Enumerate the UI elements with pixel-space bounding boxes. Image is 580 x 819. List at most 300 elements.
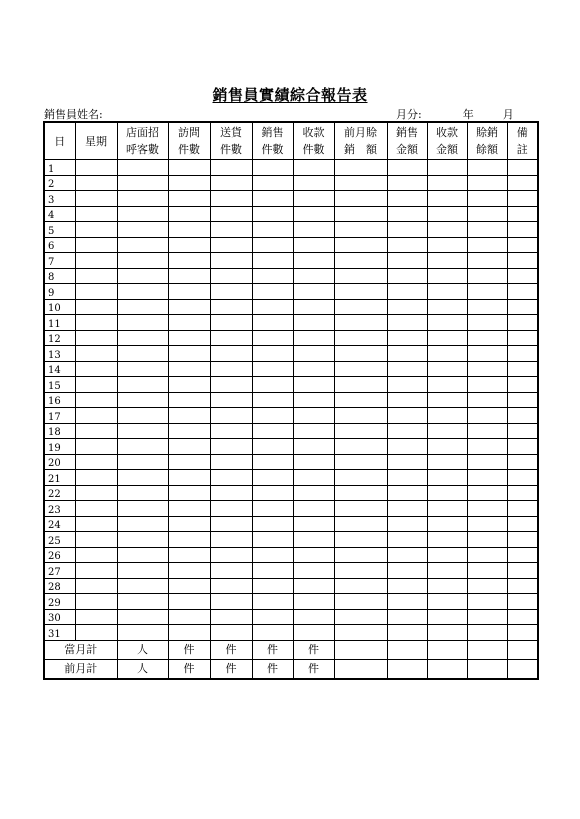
entry-cell[interactable] <box>293 408 334 424</box>
entry-cell[interactable] <box>293 578 334 594</box>
entry-cell[interactable] <box>467 547 507 563</box>
entry-cell[interactable] <box>507 191 538 207</box>
entry-cell[interactable] <box>293 501 334 517</box>
entry-cell[interactable] <box>467 346 507 362</box>
entry-cell[interactable] <box>75 268 117 284</box>
entry-cell[interactable] <box>117 377 168 393</box>
entry-cell[interactable] <box>507 237 538 253</box>
entry-cell[interactable] <box>75 299 117 315</box>
entry-cell[interactable] <box>427 423 467 439</box>
entry-cell[interactable] <box>293 625 334 641</box>
entry-cell[interactable] <box>293 454 334 470</box>
entry-cell[interactable] <box>293 191 334 207</box>
entry-cell[interactable] <box>334 237 387 253</box>
entry-cell[interactable] <box>252 237 293 253</box>
entry-cell[interactable] <box>427 330 467 346</box>
totals-unit-cell[interactable]: 人 <box>117 640 168 659</box>
entry-cell[interactable] <box>334 346 387 362</box>
entry-cell[interactable] <box>334 578 387 594</box>
entry-cell[interactable] <box>252 284 293 300</box>
entry-cell[interactable] <box>387 625 427 641</box>
totals-unit-cell[interactable]: 件 <box>293 659 334 679</box>
entry-cell[interactable] <box>387 563 427 579</box>
entry-cell[interactable] <box>334 315 387 331</box>
entry-cell[interactable] <box>252 516 293 532</box>
entry-cell[interactable] <box>427 222 467 238</box>
entry-cell[interactable] <box>117 268 168 284</box>
entry-cell[interactable] <box>293 222 334 238</box>
entry-cell[interactable] <box>168 439 210 455</box>
entry-cell[interactable] <box>387 330 427 346</box>
entry-cell[interactable] <box>168 346 210 362</box>
entry-cell[interactable] <box>427 439 467 455</box>
entry-cell[interactable] <box>387 175 427 191</box>
entry-cell[interactable] <box>387 578 427 594</box>
entry-cell[interactable] <box>467 377 507 393</box>
entry-cell[interactable] <box>75 284 117 300</box>
entry-cell[interactable] <box>507 532 538 548</box>
entry-cell[interactable] <box>210 237 252 253</box>
entry-cell[interactable] <box>75 547 117 563</box>
entry-cell[interactable] <box>252 175 293 191</box>
entry-cell[interactable] <box>75 361 117 377</box>
totals-unit-cell[interactable]: 件 <box>210 659 252 679</box>
entry-cell[interactable] <box>467 485 507 501</box>
entry-cell[interactable] <box>117 392 168 408</box>
entry-cell[interactable] <box>168 547 210 563</box>
entry-cell[interactable] <box>387 206 427 222</box>
entry-cell[interactable] <box>293 594 334 610</box>
entry-cell[interactable] <box>293 299 334 315</box>
entry-cell[interactable] <box>168 237 210 253</box>
entry-cell[interactable] <box>427 361 467 377</box>
entry-cell[interactable] <box>168 253 210 269</box>
entry-cell[interactable] <box>334 377 387 393</box>
entry-cell[interactable] <box>293 346 334 362</box>
entry-cell[interactable] <box>334 609 387 625</box>
entry-cell[interactable] <box>334 640 387 659</box>
entry-cell[interactable] <box>75 160 117 176</box>
entry-cell[interactable] <box>168 625 210 641</box>
entry-cell[interactable] <box>75 206 117 222</box>
entry-cell[interactable] <box>117 454 168 470</box>
entry-cell[interactable] <box>427 392 467 408</box>
entry-cell[interactable] <box>168 315 210 331</box>
entry-cell[interactable] <box>210 625 252 641</box>
entry-cell[interactable] <box>387 160 427 176</box>
entry-cell[interactable] <box>467 330 507 346</box>
entry-cell[interactable] <box>252 346 293 362</box>
entry-cell[interactable] <box>387 609 427 625</box>
entry-cell[interactable] <box>427 516 467 532</box>
entry-cell[interactable] <box>507 346 538 362</box>
entry-cell[interactable] <box>75 532 117 548</box>
entry-cell[interactable] <box>387 191 427 207</box>
entry-cell[interactable] <box>117 299 168 315</box>
entry-cell[interactable] <box>75 377 117 393</box>
entry-cell[interactable] <box>210 253 252 269</box>
entry-cell[interactable] <box>334 175 387 191</box>
entry-cell[interactable] <box>467 299 507 315</box>
entry-cell[interactable] <box>387 268 427 284</box>
entry-cell[interactable] <box>467 253 507 269</box>
entry-cell[interactable] <box>427 160 467 176</box>
entry-cell[interactable] <box>117 594 168 610</box>
entry-cell[interactable] <box>252 578 293 594</box>
entry-cell[interactable] <box>293 315 334 331</box>
entry-cell[interactable] <box>507 454 538 470</box>
entry-cell[interactable] <box>387 222 427 238</box>
entry-cell[interactable] <box>427 547 467 563</box>
entry-cell[interactable] <box>168 160 210 176</box>
entry-cell[interactable] <box>210 330 252 346</box>
entry-cell[interactable] <box>210 346 252 362</box>
entry-cell[interactable] <box>507 501 538 517</box>
entry-cell[interactable] <box>252 609 293 625</box>
entry-cell[interactable] <box>168 516 210 532</box>
entry-cell[interactable] <box>387 594 427 610</box>
entry-cell[interactable] <box>117 423 168 439</box>
entry-cell[interactable] <box>210 299 252 315</box>
entry-cell[interactable] <box>168 377 210 393</box>
entry-cell[interactable] <box>210 392 252 408</box>
entry-cell[interactable] <box>252 206 293 222</box>
entry-cell[interactable] <box>168 485 210 501</box>
entry-cell[interactable] <box>168 501 210 517</box>
entry-cell[interactable] <box>293 377 334 393</box>
entry-cell[interactable] <box>334 659 387 679</box>
entry-cell[interactable] <box>427 640 467 659</box>
entry-cell[interactable] <box>293 392 334 408</box>
entry-cell[interactable] <box>334 532 387 548</box>
entry-cell[interactable] <box>467 191 507 207</box>
entry-cell[interactable] <box>117 237 168 253</box>
entry-cell[interactable] <box>507 392 538 408</box>
entry-cell[interactable] <box>252 268 293 284</box>
entry-cell[interactable] <box>387 423 427 439</box>
entry-cell[interactable] <box>427 625 467 641</box>
entry-cell[interactable] <box>252 594 293 610</box>
entry-cell[interactable] <box>467 594 507 610</box>
entry-cell[interactable] <box>117 501 168 517</box>
entry-cell[interactable] <box>467 284 507 300</box>
entry-cell[interactable] <box>427 485 467 501</box>
entry-cell[interactable] <box>252 377 293 393</box>
entry-cell[interactable] <box>507 609 538 625</box>
entry-cell[interactable] <box>334 547 387 563</box>
entry-cell[interactable] <box>252 470 293 486</box>
entry-cell[interactable] <box>293 237 334 253</box>
entry-cell[interactable] <box>387 532 427 548</box>
entry-cell[interactable] <box>467 563 507 579</box>
entry-cell[interactable] <box>467 361 507 377</box>
entry-cell[interactable] <box>75 454 117 470</box>
entry-cell[interactable] <box>467 439 507 455</box>
entry-cell[interactable] <box>293 470 334 486</box>
entry-cell[interactable] <box>334 439 387 455</box>
entry-cell[interactable] <box>427 532 467 548</box>
totals-unit-cell[interactable]: 件 <box>168 659 210 679</box>
entry-cell[interactable] <box>427 470 467 486</box>
entry-cell[interactable] <box>387 470 427 486</box>
entry-cell[interactable] <box>168 361 210 377</box>
entry-cell[interactable] <box>387 408 427 424</box>
entry-cell[interactable] <box>334 423 387 439</box>
entry-cell[interactable] <box>168 206 210 222</box>
entry-cell[interactable] <box>334 160 387 176</box>
entry-cell[interactable] <box>293 175 334 191</box>
totals-unit-cell[interactable]: 件 <box>252 659 293 679</box>
entry-cell[interactable] <box>210 377 252 393</box>
entry-cell[interactable] <box>334 563 387 579</box>
entry-cell[interactable] <box>467 237 507 253</box>
entry-cell[interactable] <box>210 470 252 486</box>
entry-cell[interactable] <box>117 160 168 176</box>
entry-cell[interactable] <box>467 659 507 679</box>
entry-cell[interactable] <box>168 563 210 579</box>
entry-cell[interactable] <box>293 160 334 176</box>
entry-cell[interactable] <box>387 516 427 532</box>
entry-cell[interactable] <box>293 532 334 548</box>
entry-cell[interactable] <box>387 284 427 300</box>
entry-cell[interactable] <box>168 268 210 284</box>
entry-cell[interactable] <box>467 532 507 548</box>
entry-cell[interactable] <box>507 578 538 594</box>
entry-cell[interactable] <box>387 454 427 470</box>
entry-cell[interactable] <box>210 191 252 207</box>
entry-cell[interactable] <box>427 408 467 424</box>
entry-cell[interactable] <box>387 237 427 253</box>
entry-cell[interactable] <box>117 485 168 501</box>
entry-cell[interactable] <box>293 485 334 501</box>
entry-cell[interactable] <box>75 485 117 501</box>
entry-cell[interactable] <box>387 439 427 455</box>
entry-cell[interactable] <box>427 346 467 362</box>
entry-cell[interactable] <box>117 315 168 331</box>
entry-cell[interactable] <box>210 423 252 439</box>
entry-cell[interactable] <box>507 439 538 455</box>
entry-cell[interactable] <box>117 408 168 424</box>
entry-cell[interactable] <box>507 206 538 222</box>
entry-cell[interactable] <box>75 408 117 424</box>
entry-cell[interactable] <box>252 222 293 238</box>
totals-unit-cell[interactable]: 件 <box>252 640 293 659</box>
entry-cell[interactable] <box>427 594 467 610</box>
entry-cell[interactable] <box>467 160 507 176</box>
entry-cell[interactable] <box>210 547 252 563</box>
entry-cell[interactable] <box>467 454 507 470</box>
entry-cell[interactable] <box>507 160 538 176</box>
entry-cell[interactable] <box>252 547 293 563</box>
entry-cell[interactable] <box>334 516 387 532</box>
entry-cell[interactable] <box>210 315 252 331</box>
entry-cell[interactable] <box>427 253 467 269</box>
entry-cell[interactable] <box>252 454 293 470</box>
entry-cell[interactable] <box>168 609 210 625</box>
entry-cell[interactable] <box>117 191 168 207</box>
entry-cell[interactable] <box>427 191 467 207</box>
entry-cell[interactable] <box>334 299 387 315</box>
entry-cell[interactable] <box>75 439 117 455</box>
entry-cell[interactable] <box>507 563 538 579</box>
entry-cell[interactable] <box>252 191 293 207</box>
entry-cell[interactable] <box>467 222 507 238</box>
entry-cell[interactable] <box>293 361 334 377</box>
entry-cell[interactable] <box>427 237 467 253</box>
entry-cell[interactable] <box>334 206 387 222</box>
entry-cell[interactable] <box>507 470 538 486</box>
entry-cell[interactable] <box>507 175 538 191</box>
entry-cell[interactable] <box>75 315 117 331</box>
entry-cell[interactable] <box>387 659 427 679</box>
entry-cell[interactable] <box>387 253 427 269</box>
entry-cell[interactable] <box>75 222 117 238</box>
entry-cell[interactable] <box>75 253 117 269</box>
entry-cell[interactable] <box>252 439 293 455</box>
entry-cell[interactable] <box>427 206 467 222</box>
entry-cell[interactable] <box>168 578 210 594</box>
entry-cell[interactable] <box>210 284 252 300</box>
entry-cell[interactable] <box>507 408 538 424</box>
entry-cell[interactable] <box>168 299 210 315</box>
entry-cell[interactable] <box>117 175 168 191</box>
entry-cell[interactable] <box>117 532 168 548</box>
entry-cell[interactable] <box>467 392 507 408</box>
entry-cell[interactable] <box>387 315 427 331</box>
entry-cell[interactable] <box>293 609 334 625</box>
entry-cell[interactable] <box>117 563 168 579</box>
entry-cell[interactable] <box>293 284 334 300</box>
entry-cell[interactable] <box>427 377 467 393</box>
entry-cell[interactable] <box>293 423 334 439</box>
entry-cell[interactable] <box>75 330 117 346</box>
entry-cell[interactable] <box>427 578 467 594</box>
entry-cell[interactable] <box>168 470 210 486</box>
entry-cell[interactable] <box>117 470 168 486</box>
entry-cell[interactable] <box>334 454 387 470</box>
entry-cell[interactable] <box>75 191 117 207</box>
entry-cell[interactable] <box>168 222 210 238</box>
entry-cell[interactable] <box>467 470 507 486</box>
entry-cell[interactable] <box>210 454 252 470</box>
entry-cell[interactable] <box>507 423 538 439</box>
totals-unit-cell[interactable]: 人 <box>117 659 168 679</box>
entry-cell[interactable] <box>334 408 387 424</box>
entry-cell[interactable] <box>467 206 507 222</box>
entry-cell[interactable] <box>467 609 507 625</box>
entry-cell[interactable] <box>210 175 252 191</box>
entry-cell[interactable] <box>427 563 467 579</box>
entry-cell[interactable] <box>334 392 387 408</box>
entry-cell[interactable] <box>210 439 252 455</box>
entry-cell[interactable] <box>507 284 538 300</box>
entry-cell[interactable] <box>293 330 334 346</box>
entry-cell[interactable] <box>427 659 467 679</box>
entry-cell[interactable] <box>507 547 538 563</box>
entry-cell[interactable] <box>507 640 538 659</box>
entry-cell[interactable] <box>117 439 168 455</box>
entry-cell[interactable] <box>168 284 210 300</box>
entry-cell[interactable] <box>252 392 293 408</box>
entry-cell[interactable] <box>252 501 293 517</box>
entry-cell[interactable] <box>467 175 507 191</box>
entry-cell[interactable] <box>427 299 467 315</box>
entry-cell[interactable] <box>334 594 387 610</box>
entry-cell[interactable] <box>467 625 507 641</box>
entry-cell[interactable] <box>168 392 210 408</box>
entry-cell[interactable] <box>210 160 252 176</box>
entry-cell[interactable] <box>75 392 117 408</box>
entry-cell[interactable] <box>117 206 168 222</box>
entry-cell[interactable] <box>467 516 507 532</box>
entry-cell[interactable] <box>334 222 387 238</box>
entry-cell[interactable] <box>75 578 117 594</box>
entry-cell[interactable] <box>75 516 117 532</box>
entry-cell[interactable] <box>252 563 293 579</box>
entry-cell[interactable] <box>387 485 427 501</box>
entry-cell[interactable] <box>334 625 387 641</box>
entry-cell[interactable] <box>168 532 210 548</box>
entry-cell[interactable] <box>210 268 252 284</box>
entry-cell[interactable] <box>334 470 387 486</box>
entry-cell[interactable] <box>427 501 467 517</box>
entry-cell[interactable] <box>387 299 427 315</box>
entry-cell[interactable] <box>210 501 252 517</box>
entry-cell[interactable] <box>387 547 427 563</box>
entry-cell[interactable] <box>507 516 538 532</box>
entry-cell[interactable] <box>467 408 507 424</box>
entry-cell[interactable] <box>75 625 117 641</box>
entry-cell[interactable] <box>117 284 168 300</box>
entry-cell[interactable] <box>334 284 387 300</box>
entry-cell[interactable] <box>117 346 168 362</box>
entry-cell[interactable] <box>252 160 293 176</box>
entry-cell[interactable] <box>467 423 507 439</box>
entry-cell[interactable] <box>252 625 293 641</box>
entry-cell[interactable] <box>427 268 467 284</box>
entry-cell[interactable] <box>387 377 427 393</box>
entry-cell[interactable] <box>467 501 507 517</box>
entry-cell[interactable] <box>427 315 467 331</box>
entry-cell[interactable] <box>168 175 210 191</box>
entry-cell[interactable] <box>75 237 117 253</box>
entry-cell[interactable] <box>507 659 538 679</box>
entry-cell[interactable] <box>252 361 293 377</box>
totals-unit-cell[interactable]: 件 <box>168 640 210 659</box>
entry-cell[interactable] <box>75 346 117 362</box>
entry-cell[interactable] <box>168 423 210 439</box>
entry-cell[interactable] <box>210 609 252 625</box>
entry-cell[interactable] <box>75 563 117 579</box>
entry-cell[interactable] <box>387 392 427 408</box>
totals-unit-cell[interactable]: 件 <box>210 640 252 659</box>
entry-cell[interactable] <box>117 578 168 594</box>
entry-cell[interactable] <box>252 423 293 439</box>
entry-cell[interactable] <box>387 640 427 659</box>
entry-cell[interactable] <box>387 346 427 362</box>
entry-cell[interactable] <box>467 640 507 659</box>
entry-cell[interactable] <box>117 361 168 377</box>
entry-cell[interactable] <box>75 501 117 517</box>
totals-unit-cell[interactable]: 件 <box>293 640 334 659</box>
entry-cell[interactable] <box>210 563 252 579</box>
entry-cell[interactable] <box>467 315 507 331</box>
entry-cell[interactable] <box>387 501 427 517</box>
entry-cell[interactable] <box>293 563 334 579</box>
entry-cell[interactable] <box>334 361 387 377</box>
entry-cell[interactable] <box>210 485 252 501</box>
entry-cell[interactable] <box>293 268 334 284</box>
